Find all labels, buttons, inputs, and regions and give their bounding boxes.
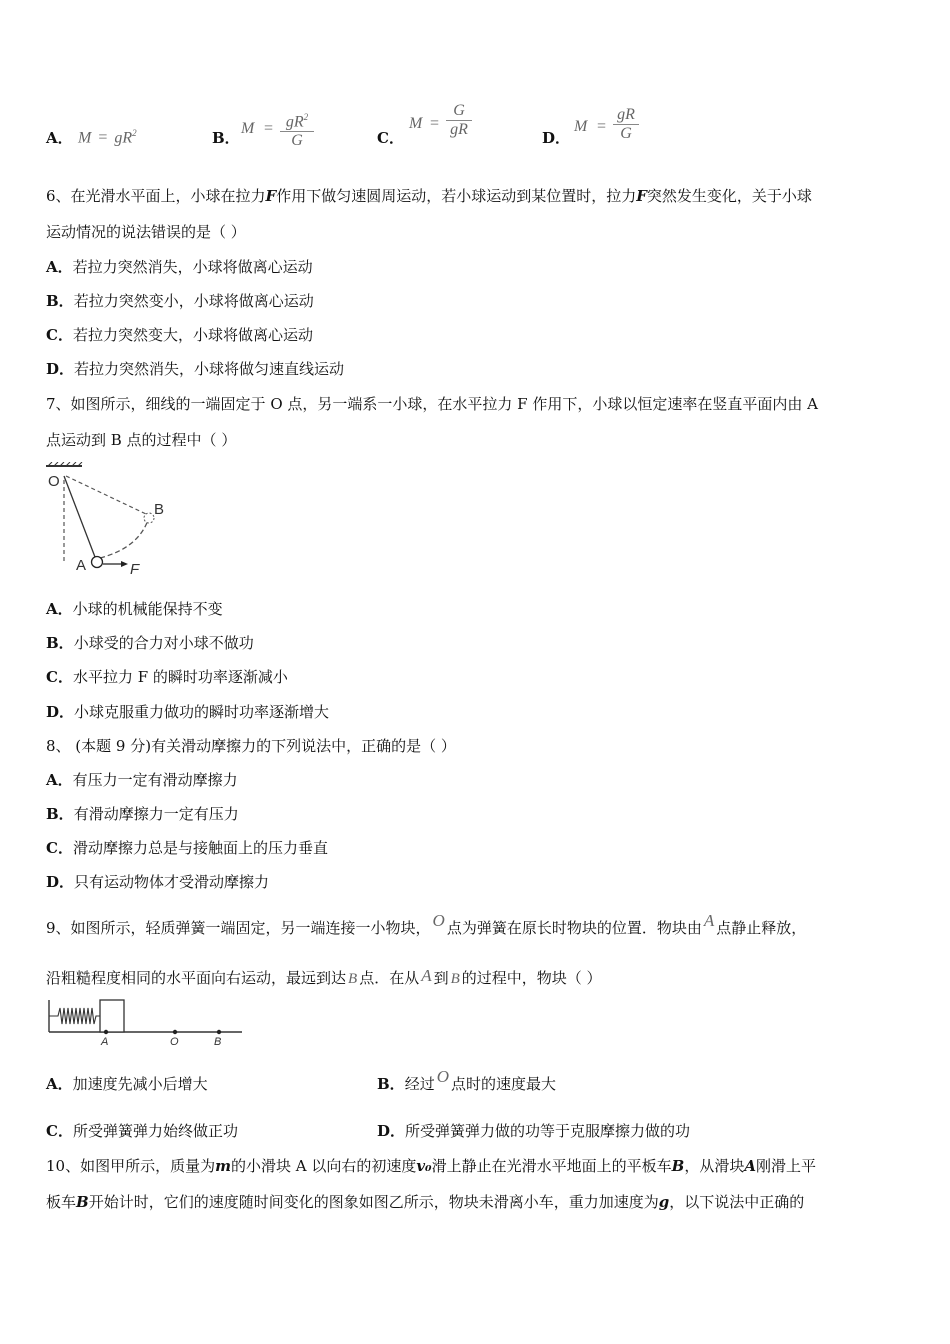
q7-option-b-text: 小球受的合力对小球不做功 [73,634,254,652]
q5-d-num: gR [617,106,635,123]
label-b: B [214,1036,222,1048]
force-arrow-head [121,561,128,567]
q7-option-b-label: B． [46,634,74,652]
q7-option-a[interactable] [46,599,223,619]
spring [49,1008,100,1024]
label-a: A [76,557,87,574]
q8-stem: 8、 (本题 9 分)有关滑动摩擦力的下列说法中，正确的是（ ） [46,737,456,755]
q8-option-b-label: B． [46,805,74,823]
q7-stem-line-1: 7、如图所示，细线的一端固定于 O 点，另一端系一小球，在水平拉力 F 作用下，小球以恒定速率在竖直平面内由 A [46,395,818,413]
q6-stem-f1: F [265,187,277,205]
block [100,1000,124,1032]
q8-option-a-label: A． [46,771,73,789]
q9-option-b-post: 点时的速度最大 [450,1075,556,1093]
q9-option-c[interactable] [46,1121,238,1141]
q9-option-c-label: C． [46,1122,73,1140]
q5-option-b-fraction [280,108,314,150]
q6-option-a[interactable] [46,257,313,277]
q5-option-b-label[interactable]: B． [212,129,240,147]
q6-option-b-text: 若拉力突然变小，小球将做离心运动 [73,292,314,310]
q6-option-a-text: 若拉力突然消失，小球将做离心运动 [72,258,313,276]
q6-stem-f2: F [636,187,647,205]
q5-a-lhs: M [78,129,92,147]
q5-a-expr: gR [114,129,133,147]
q5-d-den: G [620,125,632,142]
q8-option-c-label: C． [46,839,73,857]
q9-option-b-o: O [436,1067,449,1086]
q8-option-d-label: D． [46,873,75,891]
q9-stem-o: O [432,911,445,930]
ball-position-b [144,513,154,523]
q5-option-a-formula [78,128,137,147]
q10-stem-b2: B [76,1193,89,1211]
q5-option-d-label[interactable]: D． [542,129,571,147]
q5-c-eq: = [430,115,440,132]
q5-b-den: G [291,132,303,150]
q5-a-eq: = [98,129,108,147]
string-position-b [66,476,146,514]
point-b [217,1030,221,1034]
q8-option-d[interactable] [46,872,269,892]
q9-stem-b: B [348,971,358,987]
q9-option-d-text: 所受弹簧弹力做的功等于克服摩擦力做的功 [405,1122,691,1140]
q10-stem-1a: 10、如图甲所示，质量为 [46,1157,216,1175]
q7-pendulum-figure [42,462,182,580]
q9-stem-2d: 的过程中，物块（ ） [461,969,602,987]
q7-option-c-label: C． [46,668,73,686]
q7-option-d[interactable] [46,702,329,722]
q10-stem-v0: v₀ [416,1157,432,1175]
q10-stem-2a: 板车 [46,1193,77,1211]
q8-option-c-text: 滑动摩擦力总是与接触面上的压力垂直 [72,839,328,857]
q9-stem-2b: 点．在从 [359,969,420,987]
q8-option-a-text: 有压力一定有滑动摩擦力 [72,771,238,789]
string-line [64,476,95,557]
q5-d-lhs: M [574,118,588,135]
q6-option-d-text: 若拉力突然消失，小球将做匀速直线运动 [74,360,345,378]
q10-stem-2c: ，以下说法中正确的 [669,1193,805,1211]
q9-stem-1b: 点为弹簧在原长时物块的位置．物块由 [446,919,702,937]
q8-option-d-text: 只有运动物体才受滑动摩擦力 [74,873,270,891]
q9-option-a[interactable] [46,1074,208,1094]
q10-stem-1d: ，从滑块 [684,1157,745,1175]
q6-option-b-label: B． [46,292,74,310]
q9-spring-figure [44,996,246,1048]
q8-option-a[interactable] [46,770,238,790]
q5-d-eq: = [597,118,607,135]
q7-option-b[interactable] [46,633,254,653]
point-o [173,1030,177,1034]
q5-option-c-fraction [446,102,472,139]
q7-option-c-text: 水平拉力 F 的瞬时功率逐渐减小 [72,668,288,686]
q7-option-a-label: A． [46,600,73,618]
q9-stem-1a: 9、如图所示，轻质弹簧一端固定，另一端连接一小物块， [46,919,431,937]
q7-option-d-text: 小球克服重力做功的瞬时功率逐渐增大 [74,703,330,721]
q7-stem-line-2: 点运动到 B 点的过程中（ ） [46,431,237,449]
q7-option-d-label: D． [46,703,75,721]
q7-option-c[interactable] [46,667,288,687]
q9-option-b-label: B． [377,1075,405,1093]
q9-stem-line-2 [46,968,602,989]
q10-stem-b1: B [671,1157,685,1175]
q5-b-eq: = [264,120,274,137]
label-a: A [101,1036,109,1048]
q6-option-d[interactable] [46,359,344,379]
q10-stem-a1: A [744,1157,756,1175]
q9-option-b-pre: 经过 [404,1075,435,1093]
q6-option-c-text: 若拉力突然变大，小球将做离心运动 [72,326,313,344]
q5-b-num: gR [285,113,304,131]
q10-stem-m: m [215,1157,231,1175]
q9-stem-1c: 点静止释放， [716,919,807,937]
q6-stem-line-1 [46,186,812,206]
q9-stem-a: A [703,911,715,930]
label-o: O [170,1036,179,1048]
q9-option-c-text: 所受弹簧弹力始终做正功 [72,1122,238,1140]
q9-stem-2c: 到 [433,969,449,987]
motion-arc [100,520,148,558]
q5-c-lhs: M [409,115,423,132]
q6-stem-1b: 作用下做匀速圆周运动，若小球运动到某位置时，拉力 [276,187,637,205]
q6-option-b[interactable] [46,291,314,311]
q5-option-d-fraction [613,106,639,143]
q5-c-num: G [453,102,465,119]
q9-option-d-label: D． [377,1122,406,1140]
q6-option-c-label: C． [46,326,73,344]
q9-stem-2a: 沿粗糙程度相同的水平面向右运动，最远到达 [46,969,347,987]
q5-a-exp: 2 [132,128,137,138]
q10-stem-1c: 滑上静止在光滑水平地面上的平板车 [431,1157,672,1175]
q8-option-c[interactable] [46,838,328,858]
q6-option-c[interactable] [46,325,313,345]
q9-stem-a2: A [421,966,432,985]
q8-option-b[interactable] [46,804,239,824]
q10-stem-2b: 开始计时，它们的速度随时间变化的图象如图乙所示，物块未滑离小车，重力加速度为 [88,1193,659,1211]
ball-position-a [92,557,103,568]
point-a [104,1030,108,1034]
q9-option-b[interactable] [377,1067,556,1094]
q5-c-den: gR [450,121,468,138]
q10-stem-1e: 刚滑上平 [756,1157,817,1175]
q6-option-a-label: A． [46,258,73,276]
q6-option-d-label: D． [46,360,75,378]
q10-stem-g: g [658,1193,670,1211]
q6-stem-1c: 突然发生变化，关于小球 [646,187,812,205]
q10-stem-1b: 的小滑块 A 以向右的初速度 [230,1157,417,1175]
q10-stem-line-1 [46,1156,816,1176]
q9-stem-b2: B [450,971,460,987]
q6-stem-line-2: 运动情况的说法错误的是（ ） [46,223,246,241]
label-f: F [130,561,140,578]
q9-option-d[interactable] [377,1121,690,1141]
q5-b-lhs: M [241,120,255,137]
q9-option-a-label: A． [46,1075,73,1093]
q9-stem-line-1 [46,911,807,938]
q5-option-a-label[interactable]: A． [46,129,73,147]
q6-stem-1a: 6、在光滑水平面上，小球在拉力 [46,187,266,205]
q5-b-num-exp: 2 [303,112,309,122]
q7-option-a-text: 小球的机械能保持不变 [72,600,223,618]
q8-option-b-text: 有滑动摩擦力一定有压力 [73,805,239,823]
q5-option-c-label[interactable]: C． [377,129,404,147]
label-o: O [48,473,60,490]
q10-stem-line-2 [46,1192,804,1212]
q9-option-a-text: 加速度先减小后增大 [72,1075,208,1093]
label-b: B [154,501,165,518]
